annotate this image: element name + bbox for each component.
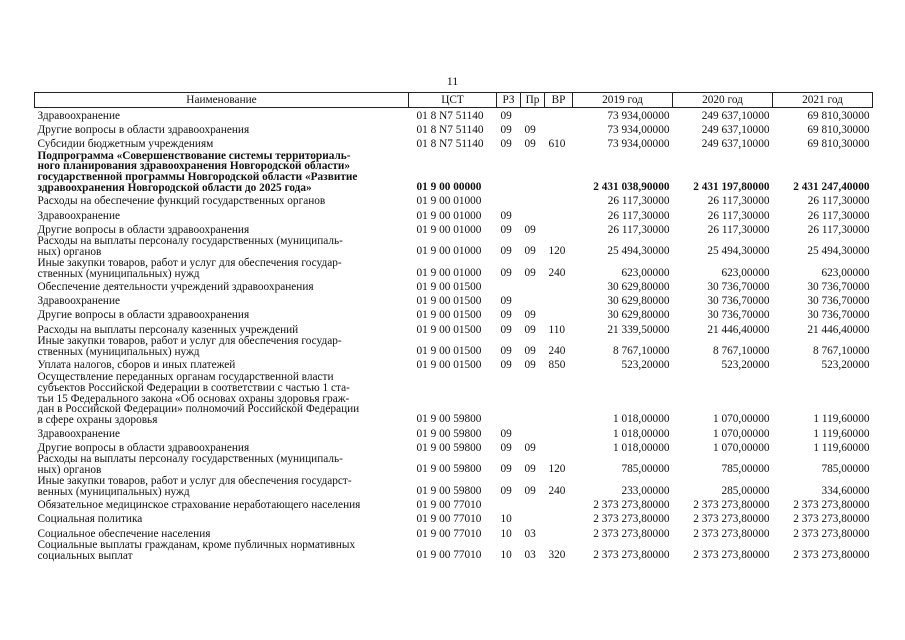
- row-name-line: здравоохранения Новгородской области до 2025 года»: [37, 181, 312, 194]
- cell-name: [35, 308, 409, 322]
- cell-rz: [497, 498, 521, 512]
- header-pr: Пр: [521, 93, 545, 108]
- cell-pr: 03: [524, 549, 536, 562]
- cell-rz: [497, 194, 521, 208]
- cell-cst: 01 9 00 01500: [416, 309, 482, 322]
- row-name-line: Подпрограмма «Совершенствование системы территориаль-: [37, 149, 351, 162]
- cell-2019: 2 373 273,80000: [593, 527, 670, 540]
- row-name-line: субъектов Российской Федерации в соответствии с частью 1 ста-: [37, 381, 350, 394]
- cell-2019: 523,20000: [621, 359, 670, 372]
- cell-2020: 8 767,10000: [713, 345, 770, 358]
- row-name-line: Другие вопросы в области здравоохранения: [37, 441, 250, 454]
- table-row: [35, 222, 873, 236]
- cell-name: [35, 512, 409, 526]
- cell-pr: [521, 426, 545, 440]
- row-name-line: Расходы на выплаты персоналу государственных (муниципаль-: [37, 235, 343, 248]
- cell-2021: 8 767,10000: [813, 345, 870, 358]
- cell-2020: 26 117,30000: [707, 223, 770, 236]
- row-name-line: социальных выплат: [37, 549, 133, 562]
- cell-2021: 26 117,30000: [807, 195, 870, 208]
- table-row: [35, 308, 873, 322]
- cell-vr: 850: [548, 359, 566, 372]
- cell-cst: 01 9 00 59800: [416, 413, 482, 426]
- cell-2021: 623,00000: [821, 266, 870, 279]
- cell-name: [35, 222, 409, 236]
- cell-name: [35, 294, 409, 308]
- cell-2021: 523,20000: [821, 359, 870, 372]
- cell-vr: 610: [548, 137, 566, 150]
- table-row: [35, 236, 873, 258]
- cell-cst: 01 9 00 01000: [416, 209, 482, 222]
- table-row: [35, 454, 873, 476]
- cell-2020: 1 070,00000: [713, 441, 770, 454]
- table-row: [35, 372, 873, 426]
- cell-name: [35, 194, 409, 208]
- row-name-line: тьи 15 Федерального закона «Об основах охраны здоровья граж-: [37, 392, 350, 405]
- cell-2019: 26 117,30000: [607, 209, 670, 222]
- cell-2021: 30 736,70000: [807, 295, 870, 308]
- page-number: 11: [446, 74, 459, 88]
- header-2020: 2020 год: [673, 93, 773, 108]
- cell-vr: 110: [548, 323, 566, 336]
- cell-pr: [521, 280, 545, 294]
- cell-name: [35, 526, 409, 540]
- row-name-line: Обязательное медицинское страхование неработающего населения: [37, 499, 361, 512]
- cell-vr: [545, 208, 573, 222]
- cell-2019: 2 373 273,80000: [593, 499, 670, 512]
- cell-name: [35, 454, 409, 476]
- cell-2019: 785,00000: [621, 463, 670, 476]
- cell-vr: 240: [548, 266, 566, 279]
- cell-2019: 30 629,80000: [607, 295, 670, 308]
- cell-2021: 785,00000: [821, 463, 870, 476]
- cell-pr: 09: [524, 463, 536, 476]
- cell-pr: [521, 372, 545, 426]
- cell-2019: 73 934,00000: [607, 109, 670, 122]
- cell-2021: 334,60000: [821, 484, 870, 497]
- cell-cst: 01 9 00 01000: [416, 223, 482, 236]
- cell-rz: 09: [500, 137, 512, 150]
- row-name-line: Иные закупки товаров, работ и услуг для обеспечения государст-: [37, 474, 352, 487]
- cell-cst: 01 9 00 01000: [416, 245, 482, 258]
- cell-cst: 01 8 N7 51140: [416, 137, 484, 150]
- cell-2021: 2 373 273,80000: [793, 499, 870, 512]
- cell-2019: 1 018,00000: [613, 413, 670, 426]
- cell-cst: 01 9 00 77010: [416, 549, 482, 562]
- cell-2019: 2 373 273,80000: [593, 513, 670, 526]
- cell-pr: 09: [524, 441, 536, 454]
- cell-vr: [545, 280, 573, 294]
- cell-2019: 1 018,00000: [613, 441, 670, 454]
- cell-pr: [521, 512, 545, 526]
- cell-2019: 8 767,10000: [613, 345, 670, 358]
- table-body: [35, 108, 873, 562]
- cell-2020: 249 637,10000: [701, 123, 770, 136]
- cell-pr: 03: [524, 527, 536, 540]
- cell-2021: 26 117,30000: [807, 209, 870, 222]
- cell-cst: 01 8 N7 51140: [416, 109, 484, 122]
- cell-vr: [545, 222, 573, 236]
- cell-name: [35, 372, 409, 426]
- table-header: [35, 93, 873, 108]
- cell-vr: 120: [548, 245, 566, 258]
- cell-cst: 01 8 N7 51140: [416, 123, 484, 136]
- table-row: [35, 151, 873, 194]
- cell-vr: [545, 440, 573, 454]
- cell-2020: 785,00000: [721, 463, 770, 476]
- row-name-line: Осуществление переданных органам государственной власти: [37, 371, 334, 384]
- cell-2021: 1 119,60000: [813, 427, 870, 440]
- table-row: [35, 194, 873, 208]
- cell-name: [35, 236, 409, 258]
- cell-2021: 30 736,70000: [807, 281, 870, 294]
- cell-rz: 09: [500, 441, 512, 454]
- cell-pr: 09: [524, 345, 536, 358]
- cell-name: [35, 540, 409, 562]
- cell-name: [35, 258, 409, 280]
- cell-2019: 30 629,80000: [607, 281, 670, 294]
- cell-vr: [545, 426, 573, 440]
- cell-2021: 1 119,60000: [813, 413, 870, 426]
- cell-rz: 09: [500, 345, 512, 358]
- cell-pr: 09: [524, 245, 536, 258]
- table-row: [35, 258, 873, 280]
- cell-rz: 10: [500, 527, 512, 540]
- cell-rz: 09: [500, 109, 512, 122]
- cell-2019: 25 494,30000: [607, 245, 670, 258]
- cell-2019: 2 431 038,90000: [593, 181, 670, 194]
- cell-cst: 01 9 00 01500: [416, 281, 482, 294]
- cell-2021: 69 810,30000: [807, 123, 870, 136]
- header-cst: ЦСТ: [409, 93, 497, 108]
- table-row: [35, 280, 873, 294]
- cell-vr: 120: [548, 463, 566, 476]
- header-rz: РЗ: [497, 93, 521, 108]
- cell-cst: 01 9 00 00000: [416, 181, 482, 194]
- cell-rz: 09: [500, 245, 512, 258]
- row-name-line: ственных (муниципальных) нужд: [37, 267, 200, 280]
- cell-rz: 09: [500, 323, 512, 336]
- table-row: [35, 336, 873, 358]
- cell-pr: 09: [524, 223, 536, 236]
- row-name-line: Здравоохранение: [37, 209, 121, 222]
- row-name-line: Расходы на обеспечение функций государственных органов: [37, 195, 326, 208]
- cell-2019: 26 117,30000: [607, 223, 670, 236]
- cell-2021: 1 119,60000: [813, 441, 870, 454]
- cell-2021: 69 810,30000: [807, 109, 870, 122]
- cell-cst: 01 9 00 01500: [416, 323, 482, 336]
- cell-vr: [545, 194, 573, 208]
- table-row: [35, 540, 873, 562]
- cell-pr: [521, 208, 545, 222]
- cell-cst: 01 9 00 77010: [416, 527, 482, 540]
- row-name-line: Иные закупки товаров, работ и услуг для обеспечения государ-: [37, 335, 342, 348]
- cell-2019: 233,00000: [621, 484, 670, 497]
- cell-2020: 249 637,10000: [701, 137, 770, 150]
- cell-pr: 09: [524, 309, 536, 322]
- cell-vr: 240: [548, 345, 566, 358]
- cell-vr: [545, 526, 573, 540]
- cell-2019: 1 018,00000: [613, 427, 670, 440]
- cell-cst: 01 9 00 77010: [416, 499, 482, 512]
- cell-cst: 01 9 00 01000: [416, 195, 482, 208]
- cell-rz: 09: [500, 309, 512, 322]
- budget-table-container: [34, 92, 872, 562]
- cell-2019: 30 629,80000: [607, 309, 670, 322]
- table-row: [35, 512, 873, 526]
- cell-cst: 01 9 00 01500: [416, 345, 482, 358]
- cell-name: [35, 108, 409, 123]
- cell-2019: 73 934,00000: [607, 123, 670, 136]
- row-name-line: Здравоохранение: [37, 427, 121, 440]
- cell-cst: 01 9 00 59800: [416, 441, 482, 454]
- cell-pr: 09: [524, 323, 536, 336]
- cell-name: [35, 136, 409, 150]
- cell-cst: 01 9 00 59800: [416, 463, 482, 476]
- cell-rz: [497, 372, 521, 426]
- cell-2020: 249 637,10000: [701, 109, 770, 122]
- cell-name: [35, 336, 409, 358]
- cell-name: [35, 498, 409, 512]
- cell-rz: 09: [500, 484, 512, 497]
- table-row: [35, 426, 873, 440]
- cell-vr: [545, 498, 573, 512]
- cell-2020: 2 431 197,80000: [693, 181, 770, 194]
- cell-rz: 10: [500, 513, 512, 526]
- cell-name: [35, 322, 409, 336]
- table-row: [35, 108, 873, 123]
- cell-vr: [545, 151, 573, 194]
- row-name-line: ных) органов: [37, 464, 102, 477]
- cell-2019: 623,00000: [621, 266, 670, 279]
- table-row: [35, 476, 873, 498]
- cell-2021: 2 373 273,80000: [793, 513, 870, 526]
- row-name-line: дан в Российской Федерации» полномочий Российской Федерации: [37, 403, 360, 416]
- cell-2021: 30 736,70000: [807, 309, 870, 322]
- cell-rz: 09: [500, 266, 512, 279]
- cell-vr: [545, 122, 573, 136]
- cell-2020: 1 070,00000: [713, 427, 770, 440]
- cell-2020: 2 373 273,80000: [693, 527, 770, 540]
- row-name-line: Уплата налогов, сборов и иных платежей: [37, 359, 236, 372]
- cell-2020: 2 373 273,80000: [693, 499, 770, 512]
- cell-2021: 21 446,40000: [807, 323, 870, 336]
- cell-name: [35, 151, 409, 194]
- cell-rz: [497, 151, 521, 194]
- cell-rz: 10: [500, 549, 512, 562]
- cell-vr: [545, 108, 573, 123]
- cell-2020: 30 736,70000: [707, 295, 770, 308]
- cell-cst: 01 9 00 77010: [416, 513, 482, 526]
- table-row: [35, 440, 873, 454]
- cell-name: [35, 122, 409, 136]
- table-row: [35, 526, 873, 540]
- header-vr: ВР: [545, 93, 573, 108]
- cell-vr: [545, 294, 573, 308]
- table-row: [35, 498, 873, 512]
- header-name: Наименование: [35, 93, 409, 108]
- cell-2020: 285,00000: [721, 484, 770, 497]
- cell-pr: [521, 498, 545, 512]
- table-row: [35, 208, 873, 222]
- cell-rz: 09: [500, 295, 512, 308]
- cell-pr: [521, 151, 545, 194]
- row-name-line: Обеспечение деятельности учреждений здравоохранения: [37, 281, 314, 294]
- row-name-line: в сфере охраны здоровья: [37, 414, 158, 427]
- cell-pr: 09: [524, 137, 536, 150]
- table-row: [35, 322, 873, 336]
- cell-vr: [545, 512, 573, 526]
- row-name-line: Социальное обеспечение населения: [37, 527, 211, 540]
- row-name-line: ных) органов: [37, 246, 102, 259]
- cell-rz: 09: [500, 123, 512, 136]
- cell-name: [35, 440, 409, 454]
- cell-2020: 30 736,70000: [707, 281, 770, 294]
- cell-name: [35, 476, 409, 498]
- table-row: [35, 136, 873, 150]
- cell-2021: 2 431 247,40000: [793, 181, 870, 194]
- cell-name: [35, 358, 409, 372]
- cell-2020: 1 070,00000: [713, 413, 770, 426]
- cell-2020: 26 117,30000: [707, 195, 770, 208]
- table-row: [35, 122, 873, 136]
- cell-vr: 240: [548, 484, 566, 497]
- row-name-line: венных (муниципальных) нужд: [37, 485, 190, 498]
- table-row: [35, 358, 873, 372]
- cell-rz: 09: [500, 463, 512, 476]
- cell-name: [35, 426, 409, 440]
- cell-pr: [521, 194, 545, 208]
- cell-cst: 01 9 00 59800: [416, 427, 482, 440]
- cell-2020: 25 494,30000: [707, 245, 770, 258]
- cell-2019: 21 339,50000: [607, 323, 670, 336]
- cell-rz: 09: [500, 359, 512, 372]
- header-2019: 2019 год: [573, 93, 673, 108]
- cell-2021: 25 494,30000: [807, 245, 870, 258]
- row-name-line: Другие вопросы в области здравоохранения: [37, 309, 250, 322]
- cell-2020: 523,20000: [721, 359, 770, 372]
- header-row: [35, 93, 873, 108]
- cell-2020: 21 446,40000: [707, 323, 770, 336]
- cell-pr: [521, 294, 545, 308]
- row-name-line: ственных (муниципальных) нужд: [37, 346, 200, 359]
- cell-cst: 01 9 00 01500: [416, 295, 482, 308]
- cell-pr: 09: [524, 484, 536, 497]
- cell-rz: [497, 280, 521, 294]
- cell-pr: [521, 108, 545, 123]
- header-2021: 2021 год: [773, 93, 873, 108]
- cell-name: [35, 208, 409, 222]
- table-row: [35, 294, 873, 308]
- cell-rz: 09: [500, 209, 512, 222]
- cell-vr: [545, 308, 573, 322]
- row-name-line: ного планирования здравоохранения Новгородской области»: [37, 160, 351, 173]
- cell-vr: 320: [548, 549, 566, 562]
- cell-vr: [545, 372, 573, 426]
- cell-2019: 73 934,00000: [607, 137, 670, 150]
- budget-table: [34, 92, 873, 562]
- cell-rz: 09: [500, 427, 512, 440]
- cell-pr: 09: [524, 266, 536, 279]
- cell-2021: 26 117,30000: [807, 223, 870, 236]
- cell-cst: 01 9 00 01500: [416, 359, 482, 372]
- cell-2020: 30 736,70000: [707, 309, 770, 322]
- row-name-line: Расходы на выплаты персоналу казенных учреждений: [37, 323, 299, 336]
- row-name-line: Другие вопросы в области здравоохранения: [37, 123, 250, 136]
- cell-pr: 09: [524, 123, 536, 136]
- cell-2020: 26 117,30000: [707, 209, 770, 222]
- row-name-line: Социальная политика: [37, 513, 143, 526]
- cell-2021: 69 810,30000: [807, 137, 870, 150]
- cell-name: [35, 280, 409, 294]
- cell-2020: 2 373 273,80000: [693, 513, 770, 526]
- row-name-line: Социальные выплаты гражданам, кроме публичных нормативных: [37, 539, 356, 552]
- row-name-line: Иные закупки товаров, работ и услуг для обеспечения государ-: [37, 256, 342, 269]
- row-name-line: Субсидии бюджетным учреждениям: [37, 137, 214, 150]
- row-name-line: Другие вопросы в области здравоохранения: [37, 223, 250, 236]
- cell-2020: 623,00000: [721, 266, 770, 279]
- cell-cst: 01 9 00 59800: [416, 484, 482, 497]
- cell-2021: 2 373 273,80000: [793, 527, 870, 540]
- cell-2020: 2 373 273,80000: [693, 549, 770, 562]
- cell-rz: 09: [500, 223, 512, 236]
- row-name-line: Здравоохранение: [37, 109, 121, 122]
- row-name-line: Расходы на выплаты персоналу государственных (муниципаль-: [37, 453, 343, 466]
- cell-pr: 09: [524, 359, 536, 372]
- row-name-line: Здравоохранение: [37, 295, 121, 308]
- cell-2019: 26 117,30000: [607, 195, 670, 208]
- cell-2019: 2 373 273,80000: [593, 549, 670, 562]
- cell-cst: 01 9 00 01000: [416, 266, 482, 279]
- cell-2021: 2 373 273,80000: [793, 549, 870, 562]
- row-name-line: государственной программы Новгородской области «Развитие: [37, 171, 358, 184]
